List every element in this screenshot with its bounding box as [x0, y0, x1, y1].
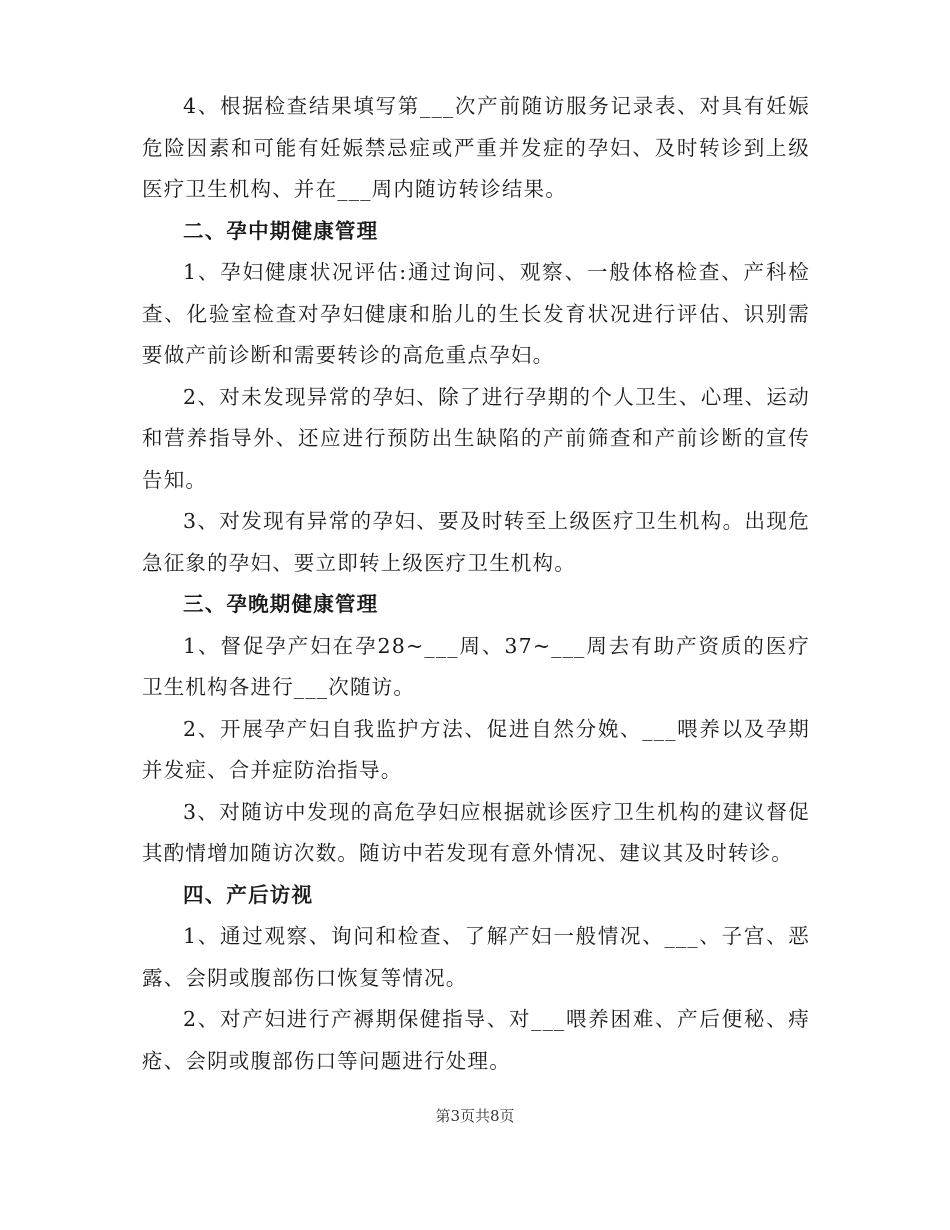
document-body — [142, 86, 810, 1082]
page-number: 第3页共8页 — [435, 1107, 515, 1125]
paragraph-postpartum-item-1: 1、通过观察、询问和检查、了解产妇一般情况、___、子宫、恶露、会阴或腹部伤口恢复等情况。 — [142, 924, 810, 990]
paragraph-mid-item-1: 1、孕妇健康状况评估:通过询问、观察、一般体格检查、产科检查、化验室检查对孕妇健康和胎儿的生长发育状况进行评估、识别需要做产前诊断和需要转诊的高危重点孕妇。 — [142, 260, 810, 367]
paragraph-late-item-2: 2、开展孕产妇自我监护方法、促进自然分娩、___喂养以及孕期并发症、合并症防治指导。 — [142, 716, 810, 782]
paragraph-mid-item-3: 3、对发现有异常的孕妇、要及时转至上级医疗卫生机构。出现危急征象的孕妇、要立即转上级医疗卫生机构。 — [142, 509, 810, 575]
heading-postpartum-visit: 四、产后访视 — [183, 882, 314, 907]
heading-mid-pregnancy: 二、孕中期健康管理 — [183, 218, 379, 243]
heading-late-pregnancy: 三、孕晚期健康管理 — [183, 592, 379, 616]
paragraph-mid-item-2: 2、对未发现异常的孕妇、除了进行孕期的个人卫生、心理、运动和营养指导外、还应进行预防出生缺陷的产前筛查和产前诊断的宣传告知。 — [142, 384, 810, 492]
paragraph-prenatal-item-4: 4、根据检查结果填写第___次产前随访服务记录表、对具有妊娠危险因素和可能有妊娠禁忌症或严重并发症的孕妇、及时转诊到上级医疗卫生机构、并在___周内随访转诊结果。 — [142, 94, 810, 201]
paragraph-postpartum-item-2: 2、对产妇进行产褥期保健指导、对___喂养困难、产后便秘、痔疮、会阴或腹部伤口等问题进行处理。 — [142, 1007, 810, 1073]
paragraph-late-item-3: 3、对随访中发现的高危孕妇应根据就诊医疗卫生机构的建议督促其酌情增加随访次数。随访中若发现有意外情况、建议其及时转诊。 — [142, 799, 810, 865]
paragraph-late-item-1: 1、督促孕产妇在孕28~___周、37~___周去有助产资质的医疗卫生机构各进行___次随访。 — [142, 633, 810, 699]
